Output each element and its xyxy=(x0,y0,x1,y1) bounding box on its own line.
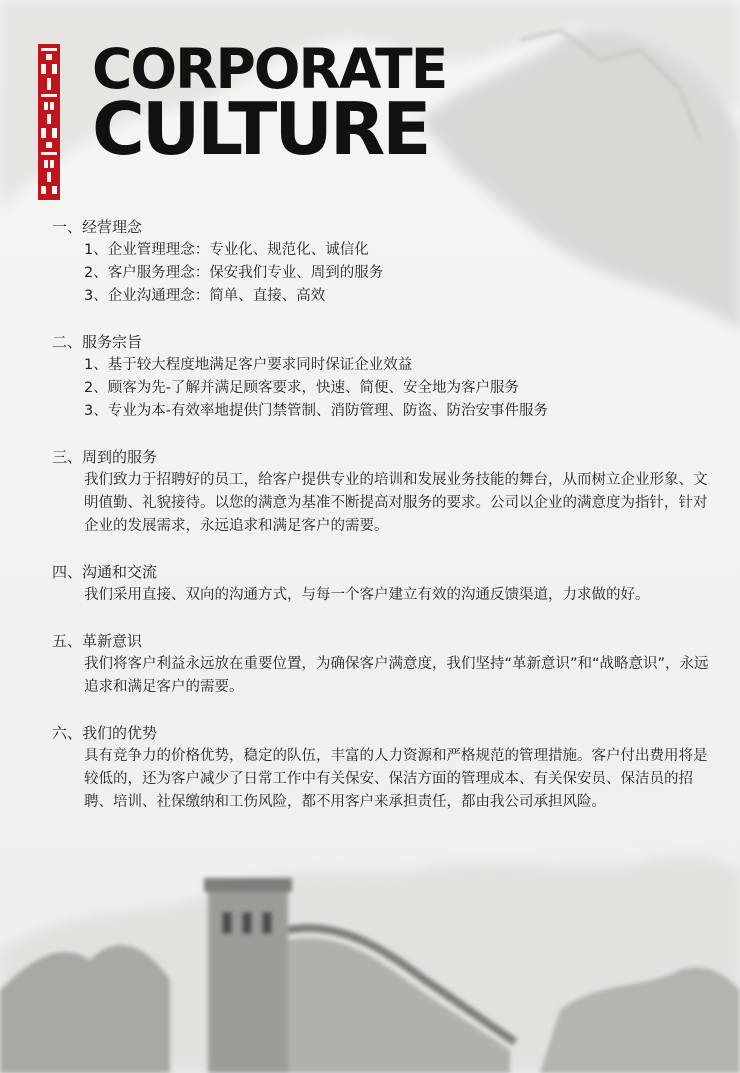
list-item: 3、企业沟通理念：简单、直接、高效 xyxy=(84,288,326,304)
section-thoughtful-service xyxy=(52,446,712,538)
section-heading: 二、服务宗旨 xyxy=(52,333,143,351)
red-ornament-icon xyxy=(38,44,60,200)
list-item: 1、企业管理理念：专业化、规范化、诚信化 xyxy=(84,242,369,258)
section-heading: 一、经营理念 xyxy=(52,218,143,236)
section-heading: 五、革新意识 xyxy=(52,632,143,650)
section-paragraph: 我们将客户利益永远放在重要位置，为确保客户满意度，我们坚持“革新意识”和“战略意识”，永远追求和满足客户的需要。 xyxy=(84,656,709,695)
section-heading: 四、沟通和交流 xyxy=(52,563,158,581)
list-item: 2、客户服务理念：保安我们专业、周到的服务 xyxy=(84,265,384,281)
section-heading: 六、我们的优势 xyxy=(52,724,158,742)
list-item: 2、顾客为先-了解并满足顾客要求，快速、简便、安全地为客户服务 xyxy=(84,380,519,396)
page-title xyxy=(92,37,447,171)
title-line-corporate: CORPORATE xyxy=(92,37,447,101)
section-business-philosophy xyxy=(52,216,712,308)
content-body xyxy=(52,216,712,837)
section-innovation xyxy=(52,630,712,699)
section-service-purpose xyxy=(52,331,712,423)
title-line-culture: CULTURE xyxy=(92,87,429,171)
section-advantages xyxy=(52,722,712,814)
section-paragraph: 我们采用直接、双向的沟通方式，与每一个客户建立有效的沟通反馈渠道，力求做的好。 xyxy=(84,587,650,603)
section-communication xyxy=(52,561,712,607)
list-item: 3、专业为本-有效率地提供门禁管制、消防管理、防盗、防治安事件服务 xyxy=(84,403,548,419)
section-heading: 三、周到的服务 xyxy=(52,448,158,466)
section-paragraph: 具有竞争力的价格优势，稳定的队伍，丰富的人力资源和严格规范的管理措施。客户付出费用将是较低的，还为客户减少了日常工作中有关保安、保洁方面的管理成本、有关保安员、保洁员的招聘、培训、社保缴纳和工伤风险，都不用客户来承担责任，都由我公司承担风险。 xyxy=(84,748,708,810)
section-paragraph: 我们致力于招聘好的员工，给客户提供专业的培训和发展业务技能的舞台，从而树立企业形象、文明值勤、礼貌接待。以您的满意为基准不断提高对服务的要求。公司以企业的满意度为指针，针对企业的发展需求，永远追求和满足客户的需要。 xyxy=(84,472,708,534)
list-item: 1、基于较大程度地满足客户要求同时保证企业效益 xyxy=(84,357,413,373)
